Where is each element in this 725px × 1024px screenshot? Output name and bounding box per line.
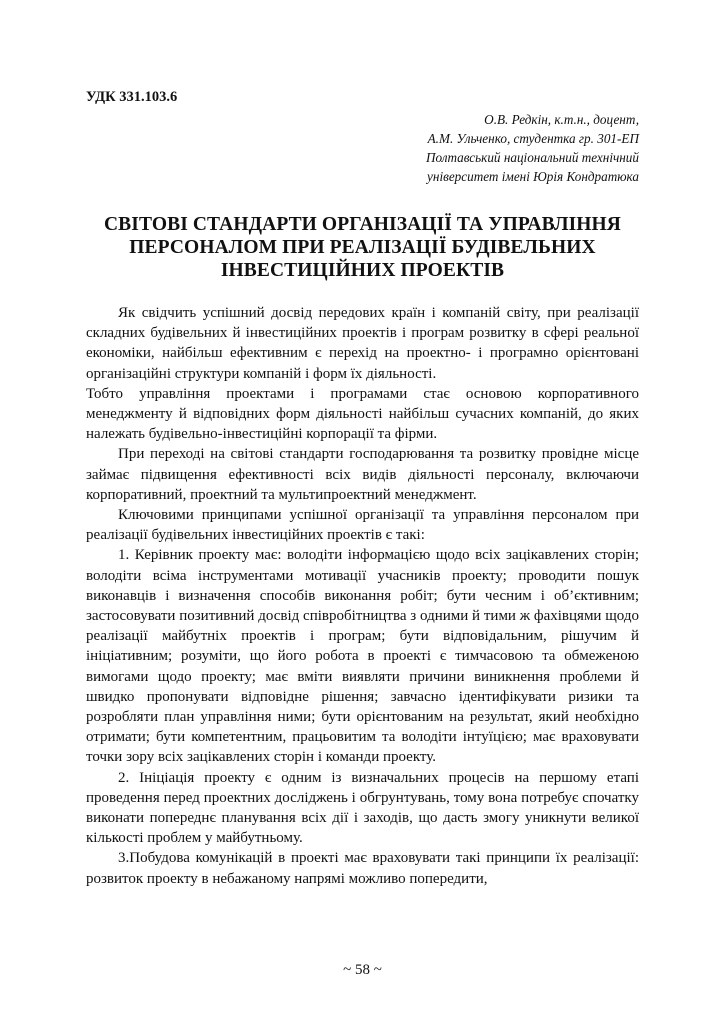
list-item-paragraph: 3.Побудова комунікацій в проекті має враховувати такі принципи їх реалізації: розвиток проекту в небажаному напрямі можливо попередити, xyxy=(86,850,639,887)
title-line: СВІТОВІ СТАНДАРТИ ОРГАНІЗАЦІЇ ТА УПРАВЛІННЯ xyxy=(104,214,621,235)
paragraph: Ключовими принципами успішної організації та управління персоналом при реалізації будівельних інвестиційних проектів є такі: xyxy=(86,507,639,544)
article-title xyxy=(86,213,639,282)
list-item-paragraph: 2. Ініціація проекту є одним із визначальних процесів на першому етапі проведення перед проектних досліджень і обгрунтувань, тому вона потребує спочатку виконати попереднє планування всіх дії і заходів, що дасть змогу уникнути великої кількості проблем у майбутньому. xyxy=(86,769,639,847)
list-item-paragraph: 1. Керівник проекту має: володіти інформацією щодо всіх зацікавлених сторін; володіти всіма інструментами мотивації учасників проекту; проводити пошук виконавців і визначення способів виконання робіт; бути чесним і об’єктивним; застосовувати позитивний досвід співробітництва з одними й тими ж фахівцями щодо реалізації майбутніх проектів і програм; бути відповідальним, рішучим й ініціативним; розуміти, що його робота в проекті є тимчасовою та обмеженою вимогами щодо проекту; має вміти виявляти причини виникнення проблеми й швидко пропонувати відповідне рішення; завчасно ідентифікувати ризики та розробляти план управління ними; бути орієнтованим на результат, який необхідно отримати; бути компетентним, працьовитим та володіти інтуїцією; має враховувати точки зору всіх зацікавлених сторін і команди проекту. xyxy=(86,547,639,766)
paragraph: Тобто управління проектами і програмами стає основою корпоративного менеджменту й відповідних форм діяльності найбільш сучасних компаній, до яких належать будівельно-інвестиційні корпорації та фірми. xyxy=(86,385,639,443)
author-line: О.В. Редкін, к.т.н., доцент, xyxy=(484,112,639,127)
page-number: ~ 58 ~ xyxy=(343,962,382,978)
title-line: ІНВЕСТИЦІЙНИХ ПРОЕКТІВ xyxy=(220,260,505,281)
author-block xyxy=(86,110,639,186)
paragraph: Як свідчить успішний досвід передових країн і компаній світу, при реалізації складних будівельних й інвестиційних проектів і програм розвитку в сфері реальної економіки, найбільш ефективним є перехід на проектно- і програмно орієнтовані організаційні структури компаній і форм їх діяльності. xyxy=(86,305,639,382)
affiliation-line: Полтавський національний технічний xyxy=(425,150,639,165)
udk-code: УДК 331.103.6 xyxy=(86,89,178,105)
affiliation-line: університет імені Юрія Кондратюка xyxy=(427,169,639,184)
title-line: ПЕРСОНАЛОМ ПРИ РЕАЛІЗАЦІЇ БУДІВЕЛЬНИХ xyxy=(129,237,596,258)
paragraph: При переході на світові стандарти господарювання та розвитку провідне місце займає підвищення ефективності всіх видів діяльності персоналу, включаючи корпоративний, проектний та мультипроектний менеджмент. xyxy=(86,446,639,503)
article-body xyxy=(86,303,639,889)
article xyxy=(86,88,639,889)
author-line: А.М. Ульченко, студентка гр. 301-ЕП xyxy=(427,131,639,146)
